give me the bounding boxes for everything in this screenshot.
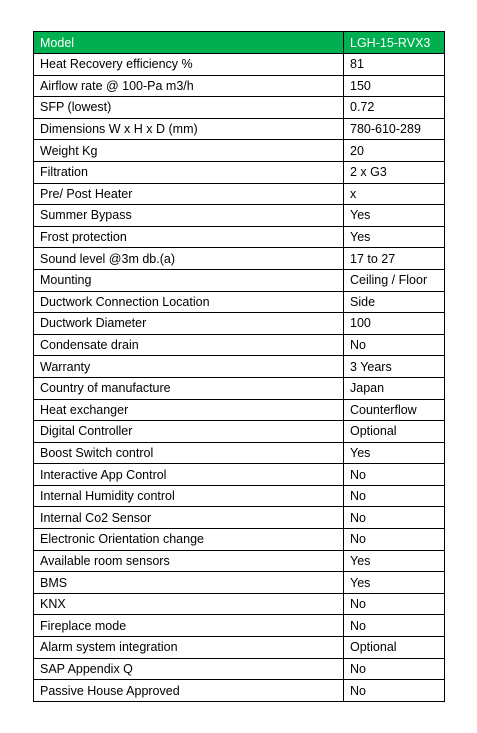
row-label-cell: Digital Controller xyxy=(34,421,344,443)
row-label-cell: Sound level @3m db.(a) xyxy=(34,248,344,270)
row-value-cell: No xyxy=(344,464,445,486)
table-row xyxy=(34,205,445,227)
row-value-cell: 81 xyxy=(344,54,445,76)
row-value-cell: No xyxy=(344,529,445,551)
table-row xyxy=(34,54,445,76)
header-model-cell: LGH-15-RVX3 xyxy=(344,32,445,54)
row-label-cell: Internal Co2 Sensor xyxy=(34,507,344,529)
row-value-cell: No xyxy=(344,507,445,529)
row-value-cell: 150 xyxy=(344,75,445,97)
row-label-cell: Passive House Approved xyxy=(34,680,344,702)
spec-table-body xyxy=(34,54,445,702)
row-value-cell: 3 Years xyxy=(344,356,445,378)
row-value-cell: No xyxy=(344,680,445,702)
row-label-cell: Interactive App Control xyxy=(34,464,344,486)
row-value-cell: 0.72 xyxy=(344,97,445,119)
row-label-cell: Pre/ Post Heater xyxy=(34,183,344,205)
row-value-cell: No xyxy=(344,593,445,615)
row-value-cell: No xyxy=(344,658,445,680)
header-label-cell: Model xyxy=(34,32,344,54)
spec-table xyxy=(33,31,445,702)
row-value-cell: Optional xyxy=(344,421,445,443)
row-value-cell: No xyxy=(344,334,445,356)
table-row xyxy=(34,269,445,291)
row-label-cell: SFP (lowest) xyxy=(34,97,344,119)
row-value-cell: 100 xyxy=(344,313,445,335)
table-row xyxy=(34,680,445,702)
row-value-cell: Yes xyxy=(344,226,445,248)
row-label-cell: Ductwork Diameter xyxy=(34,313,344,335)
row-label-cell: Heat Recovery efficiency % xyxy=(34,54,344,76)
row-label-cell: Summer Bypass xyxy=(34,205,344,227)
row-value-cell: Optional xyxy=(344,637,445,659)
row-value-cell: 17 to 27 xyxy=(344,248,445,270)
table-row xyxy=(34,377,445,399)
row-label-cell: Alarm system integration xyxy=(34,637,344,659)
row-value-cell: Counterflow xyxy=(344,399,445,421)
table-row xyxy=(34,313,445,335)
table-row xyxy=(34,421,445,443)
table-row xyxy=(34,615,445,637)
table-row xyxy=(34,97,445,119)
table-row xyxy=(34,593,445,615)
table-row xyxy=(34,226,445,248)
row-label-cell: Internal Humidity control xyxy=(34,485,344,507)
row-label-cell: Ductwork Connection Location xyxy=(34,291,344,313)
header-row xyxy=(34,32,445,54)
table-row xyxy=(34,550,445,572)
table-row xyxy=(34,572,445,594)
table-row xyxy=(34,140,445,162)
row-value-cell: Yes xyxy=(344,572,445,594)
table-row xyxy=(34,183,445,205)
table-row xyxy=(34,161,445,183)
row-label-cell: Boost Switch control xyxy=(34,442,344,464)
row-label-cell: Frost protection xyxy=(34,226,344,248)
row-label-cell: Electronic Orientation change xyxy=(34,529,344,551)
row-value-cell: Side xyxy=(344,291,445,313)
row-label-cell: KNX xyxy=(34,593,344,615)
row-value-cell: 2 x G3 xyxy=(344,161,445,183)
row-label-cell: Dimensions W x H x D (mm) xyxy=(34,118,344,140)
table-row xyxy=(34,399,445,421)
table-row xyxy=(34,464,445,486)
row-label-cell: Warranty xyxy=(34,356,344,378)
table-row xyxy=(34,485,445,507)
row-label-cell: Country of manufacture xyxy=(34,377,344,399)
row-label-cell: Filtration xyxy=(34,161,344,183)
spec-table-header xyxy=(34,32,445,54)
table-row xyxy=(34,118,445,140)
row-label-cell: Available room sensors xyxy=(34,550,344,572)
row-value-cell: Yes xyxy=(344,205,445,227)
row-value-cell: x xyxy=(344,183,445,205)
table-row xyxy=(34,529,445,551)
row-value-cell: No xyxy=(344,485,445,507)
row-label-cell: BMS xyxy=(34,572,344,594)
row-value-cell: Japan xyxy=(344,377,445,399)
table-row xyxy=(34,291,445,313)
row-label-cell: Heat exchanger xyxy=(34,399,344,421)
row-value-cell: Ceiling / Floor xyxy=(344,269,445,291)
row-value-cell: 20 xyxy=(344,140,445,162)
table-row xyxy=(34,442,445,464)
table-row xyxy=(34,658,445,680)
row-label-cell: Fireplace mode xyxy=(34,615,344,637)
table-row xyxy=(34,637,445,659)
table-row xyxy=(34,507,445,529)
table-row xyxy=(34,248,445,270)
row-value-cell: Yes xyxy=(344,442,445,464)
row-label-cell: SAP Appendix Q xyxy=(34,658,344,680)
row-value-cell: No xyxy=(344,615,445,637)
table-row xyxy=(34,75,445,97)
row-label-cell: Mounting xyxy=(34,269,344,291)
row-label-cell: Condensate drain xyxy=(34,334,344,356)
table-row xyxy=(34,334,445,356)
row-value-cell: Yes xyxy=(344,550,445,572)
row-label-cell: Weight Kg xyxy=(34,140,344,162)
table-row xyxy=(34,356,445,378)
row-label-cell: Airflow rate @ 100-Pa m3/h xyxy=(34,75,344,97)
row-value-cell: 780-610-289 xyxy=(344,118,445,140)
